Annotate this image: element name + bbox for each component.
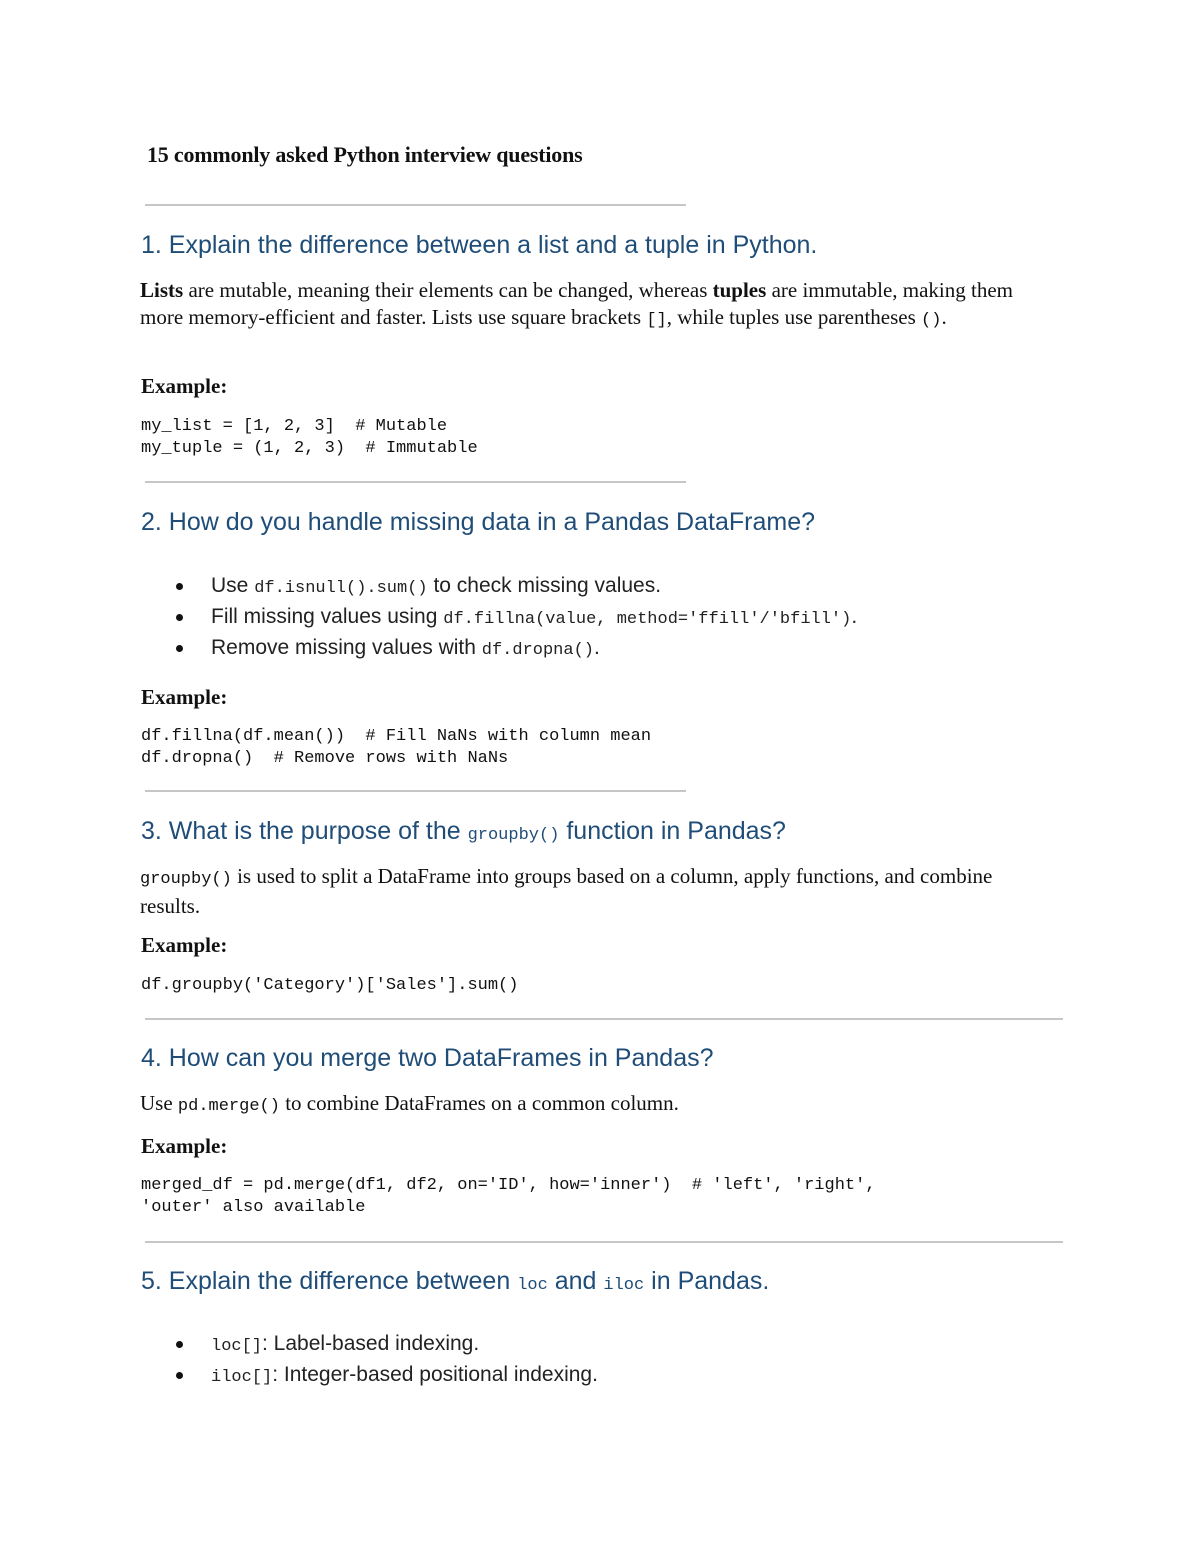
inline-code: loc xyxy=(517,1276,548,1295)
bullet-icon xyxy=(176,583,183,590)
example-label: Example: xyxy=(141,374,228,398)
code-block xyxy=(141,1175,876,1219)
item-text: . xyxy=(851,605,858,628)
inline-code: iloc[] xyxy=(211,1368,273,1387)
code-line: my_list = [1, 2, 3] # Mutable xyxy=(141,417,448,436)
question-4-answer xyxy=(140,1090,1040,1120)
question-2-heading: 2. How do you handle missing data in a Pandas DataFrame? xyxy=(141,508,815,536)
inline-code: loc[] xyxy=(211,1337,263,1356)
term-tuples: tuples xyxy=(712,278,767,302)
divider xyxy=(145,1018,1063,1020)
code-line: df.fillna(df.mean()) # Fill NaNs with column mean xyxy=(141,727,652,746)
bullet-icon xyxy=(176,1341,183,1348)
item-text: . xyxy=(593,636,600,659)
list-item xyxy=(176,603,1076,634)
heading-text: function in Pandas? xyxy=(559,817,786,845)
inline-code: () xyxy=(921,311,942,330)
question-1-answer xyxy=(140,277,1040,334)
item-text: Remove missing values with xyxy=(211,636,482,659)
list-item xyxy=(176,1330,1076,1361)
inline-code: pd.merge() xyxy=(177,1097,280,1116)
code-line: merged_df = pd.merge(df1, df2, on='ID', how='inner') # 'left', 'right', xyxy=(141,1176,876,1195)
bullet-icon xyxy=(176,614,183,621)
inline-code: groupby() xyxy=(467,826,560,845)
inline-code: df.dropna() xyxy=(481,641,594,660)
list-item xyxy=(176,634,1076,665)
code-line: 'outer' also available xyxy=(141,1198,366,1217)
answer-text: are immutable, making them more memory-efficient and faster. Lists use square brackets xyxy=(140,278,1013,329)
bullet-list xyxy=(176,1330,1076,1392)
divider xyxy=(145,481,686,483)
code-line: df.groupby('Category')['Sales'].sum() xyxy=(141,976,519,995)
example-label: Example: xyxy=(141,933,228,957)
question-4-heading: 4. How can you merge two DataFrames in Pandas? xyxy=(141,1044,714,1072)
answer-text: is used to split a DataFrame into groups based on a column, apply functions, and combine results. xyxy=(140,864,993,918)
answer-text: , while tuples use parentheses xyxy=(666,305,922,329)
item-text: to check missing values. xyxy=(427,574,662,597)
code-line: df.dropna() # Remove rows with NaNs xyxy=(141,749,509,768)
item-text: : Integer-based positional indexing. xyxy=(272,1363,598,1386)
bullet-icon xyxy=(176,1372,183,1379)
list-item xyxy=(176,1361,1076,1392)
document-title: 15 commonly asked Python interview questions xyxy=(147,142,583,167)
code-block xyxy=(141,416,478,460)
divider xyxy=(145,1241,1063,1243)
item-text: Use xyxy=(211,574,255,597)
item-text: : Label-based indexing. xyxy=(262,1332,480,1355)
code-block xyxy=(141,726,651,770)
term-lists: Lists xyxy=(140,278,184,302)
list-item xyxy=(176,572,1076,603)
answer-text: are mutable, meaning their elements can be changed, whereas xyxy=(183,278,713,302)
answer-text: Use xyxy=(140,1091,178,1115)
inline-code: df.isnull().sum() xyxy=(254,579,428,598)
answer-text: to combine DataFrames on a common column. xyxy=(279,1091,679,1115)
heading-text: 3. What is the purpose of the xyxy=(141,817,468,845)
inline-code: [] xyxy=(646,311,667,330)
inline-code: df.fillna(value, method='ffill'/'bfill') xyxy=(443,610,852,629)
bullet-icon xyxy=(176,645,183,652)
code-line: my_tuple = (1, 2, 3) # Immutable xyxy=(141,439,478,458)
divider xyxy=(145,204,686,206)
code-block xyxy=(141,975,518,997)
example-label: Example: xyxy=(141,1134,228,1158)
heading-text: in Pandas. xyxy=(644,1267,770,1295)
question-1-heading: 1. Explain the difference between a list and a tuple in Python. xyxy=(141,231,818,259)
question-5-heading xyxy=(141,1267,769,1296)
question-3-heading xyxy=(141,817,786,846)
item-text: Fill missing values using xyxy=(211,605,444,628)
heading-text: and xyxy=(547,1267,604,1295)
question-3-answer xyxy=(140,863,1030,920)
inline-code: groupby() xyxy=(140,870,232,889)
divider xyxy=(145,790,686,792)
heading-text: 5. Explain the difference between xyxy=(141,1267,518,1295)
bullet-list xyxy=(176,572,1076,665)
inline-code: iloc xyxy=(603,1276,645,1295)
example-label: Example: xyxy=(141,685,228,709)
answer-text: . xyxy=(941,305,947,329)
